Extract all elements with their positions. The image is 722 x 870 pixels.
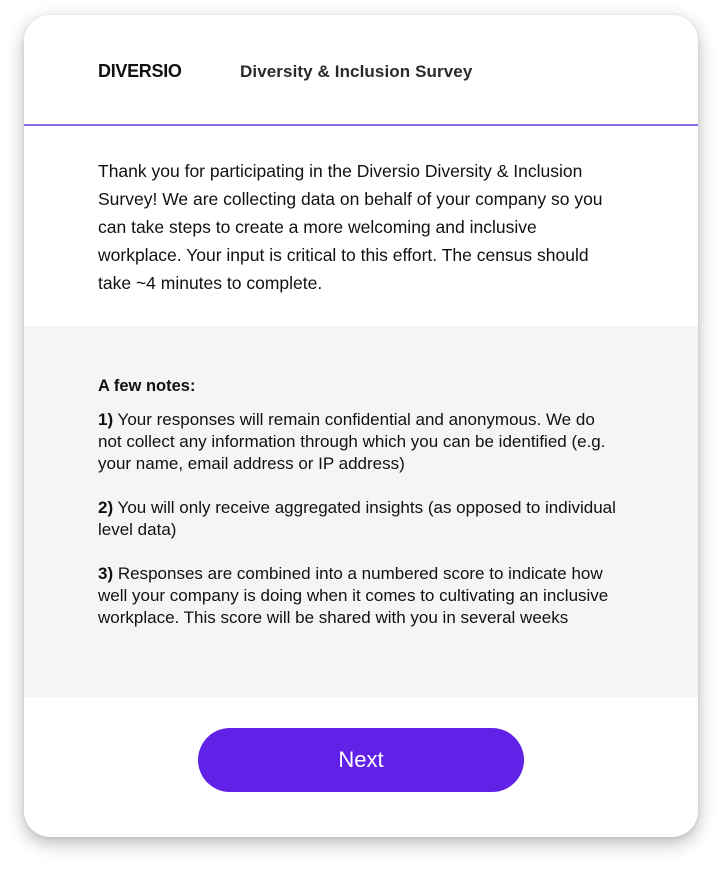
survey-title: Diversity & Inclusion Survey bbox=[240, 62, 473, 81]
note-number: 1) bbox=[98, 410, 114, 429]
note-number: 2) bbox=[98, 498, 114, 517]
note-item bbox=[98, 497, 623, 541]
note-text: Your responses will remain confidential and anonymous. We do not collect any information through which you can be identified (e.g. your name, email address or IP address) bbox=[98, 410, 606, 473]
next-button[interactable]: Next bbox=[198, 728, 524, 792]
survey-card bbox=[24, 15, 698, 837]
note-text: Responses are combined into a numbered score to indicate how well your company is doing when it comes to cultivating an inclusive workplace. This score will be shared with you in several weeks bbox=[98, 564, 609, 627]
intro-text: Thank you for participating in the Diversio Diversity & Inclusion Survey! We are collecting data on behalf of your company so you can take steps to create a more welcoming and inclusive workplace. Your input is critical to this effort. The census should take ~4 minutes to complete. bbox=[98, 161, 603, 293]
note-item bbox=[98, 563, 623, 629]
notes-heading: A few notes: bbox=[98, 377, 196, 395]
note-text: You will only receive aggregated insights (as opposed to individual level data) bbox=[98, 498, 616, 539]
notes-section bbox=[24, 326, 698, 697]
survey-header bbox=[24, 15, 698, 126]
note-item bbox=[98, 409, 623, 475]
diversio-logo: DIVERSIO bbox=[98, 61, 182, 81]
note-number: 3) bbox=[98, 564, 114, 583]
